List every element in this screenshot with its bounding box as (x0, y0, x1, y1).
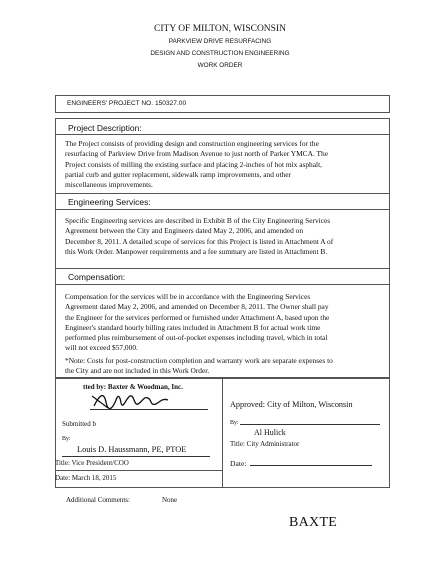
column-divider (222, 378, 223, 488)
project-name: PARKVIEW DRIVE RESURFACING (168, 38, 272, 45)
text-line: will not exceed $57,000. (65, 343, 138, 353)
text-line: December 8, 2011. A detailed scope of services for this Project is listed in Attachment A of (65, 236, 334, 246)
signature-date: Date: March 18, 2015 (55, 474, 117, 482)
by-label: By: (62, 436, 71, 442)
text-line: Compensation for the services will be in accordance with the Engineering Services (65, 292, 311, 301)
divider (55, 268, 390, 269)
approved-by: Approved: City of Milton, Wisconsin (230, 400, 353, 409)
footer-logo: BAXTE (289, 515, 338, 530)
signature-image (90, 388, 190, 414)
compensation-paragraph (65, 292, 380, 354)
approver-by-label: By: (230, 420, 239, 426)
text-line: Specific Engineering services are described in Exhibit B of the City Engineering Services (65, 216, 331, 225)
additional-comments-value: None (162, 496, 178, 504)
divider (55, 284, 390, 285)
text-line: Agreement dated May 2, 2006, and amended on December 8, 2011. The Owner shall pay (65, 302, 329, 312)
compensation-note (65, 356, 380, 377)
section-title-engineering: Engineering Services: (68, 197, 151, 207)
description-paragraph (65, 139, 380, 190)
approver-signature-line (240, 424, 380, 425)
signature-underline (90, 409, 208, 410)
document-subtitle: DESIGN AND CONSTRUCTION ENGINEERING (150, 50, 290, 57)
text-line: the Engineer for the services performed or furnished under Attachment A, based upon the (65, 312, 330, 322)
text-line: The Project consists of providing design and construction engineering services for the (65, 139, 319, 148)
approver-name: Al Hulick (254, 428, 286, 437)
divider (55, 134, 390, 135)
text-line: performed plus reimbursement of out-of-pocket expenses including travel, which in total (65, 333, 328, 343)
text-line: Engineer's standard hourly billing rates included in Attachment B for actual work time (65, 322, 321, 332)
document-type: WORK ORDER (197, 62, 243, 69)
text-line: resurfacing of Parkview Drive from Madison Avenue to just north of Parker YMCA. The (65, 149, 328, 159)
text-line: partial curb and gutter replacement, sidewalk ramp improvements, and other (65, 169, 291, 179)
divider (55, 470, 222, 471)
text-line: miscellaneous improvements. (65, 180, 153, 190)
signer-title: Title: Vice President/COO (55, 459, 129, 467)
submitted-by-firm: tted by: Baxter & Woodman, Inc. (83, 383, 183, 391)
city-heading: CITY OF MILTON, WISCONSIN (154, 24, 286, 34)
signer-underline (62, 456, 210, 457)
section-title-compensation: Compensation: (68, 272, 126, 282)
text-line: this Work Order. Manpower requirements and a fee summary are listed in Attachment B. (65, 246, 328, 256)
project-number: ENGINEERS' PROJECT NO. 150327.00 (67, 100, 187, 107)
divider (55, 209, 390, 210)
additional-comments-label: Additional Comments: (66, 496, 130, 504)
text-line: the City and are not included in this Work Order. (65, 366, 210, 376)
approver-date-line (250, 465, 372, 466)
text-line: Project consists of milling the existing surface and placing 2-inches of hot mix asphalt, (65, 159, 322, 169)
divider (55, 193, 390, 194)
section-title-description: Project Description: (68, 123, 142, 133)
submitted-label: Submitted b (62, 420, 97, 428)
engineering-paragraph (65, 216, 380, 257)
approver-title: Title: City Administrator (230, 440, 300, 448)
text-line: *Note: Costs for post-construction completion and warranty work are separate expenses to (65, 356, 333, 365)
approver-date-label: Date: (230, 459, 247, 468)
signer-name: Louis D. Haussmann, PE, PTOE (77, 445, 187, 454)
text-line: Agreement between the City and Engineers dated May 2, 2006, and amended on (65, 226, 304, 236)
